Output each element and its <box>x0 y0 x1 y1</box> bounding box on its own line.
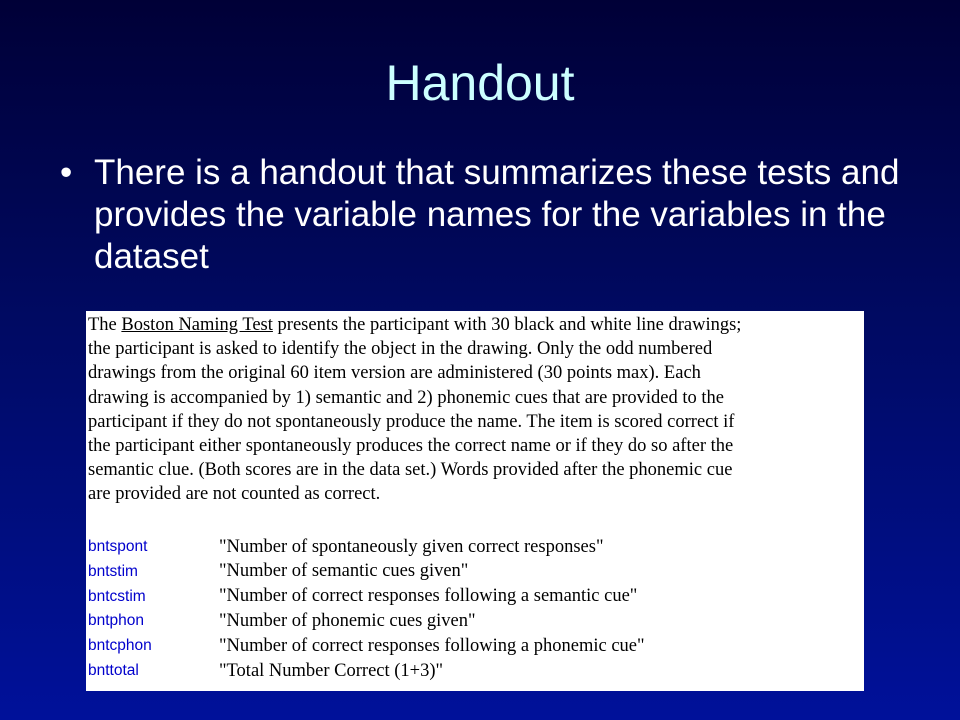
table-row <box>88 634 645 659</box>
variable-name: bnttotal <box>88 662 139 679</box>
handout-image <box>86 311 864 691</box>
variable-name: bntstim <box>88 562 138 580</box>
table-row <box>88 659 645 684</box>
variable-description: "Number of semantic cues given" <box>219 561 469 582</box>
test-name: Boston Naming Test <box>121 315 273 335</box>
handout-paragraph <box>88 313 864 507</box>
paragraph-body: presents the participant with 30 black and white line drawings; the participant is asked to identify the object in the drawing. Only the odd numbered drawings from the original 60 item version are administered (30 points max). Each drawing is accompanied by 1) semantic and 2) phonemic cues that are provided to the participant if they do not spontaneously produce the name. The item is scored correct if the participant either spontaneously produces the correct name or if they do so after the semantic clue. (Both scores are in the data set.) Words provided after the phonemic cue are provided are not counted as correct. <box>88 315 742 505</box>
bullet-dot-icon: • <box>60 153 73 192</box>
variable-name: bntcphon <box>88 637 152 655</box>
variable-description: "Number of spontaneously given correct responses" <box>219 536 604 557</box>
intro-prefix: The <box>88 315 122 335</box>
variable-description: "Number of correct responses following a phonemic cue" <box>219 635 645 656</box>
variable-description: "Number of correct responses following a semantic cue" <box>219 586 638 607</box>
table-row <box>88 535 645 560</box>
variable-description: "Number of phonemic cues given" <box>219 610 476 631</box>
table-row <box>88 559 645 584</box>
table-row <box>88 609 645 634</box>
slide-title: Handout <box>385 55 575 111</box>
bullet-text: There is a handout that summarizes these tests and provides the variable names for the variables in the dataset <box>94 153 900 276</box>
variable-name: bntspont <box>88 538 148 556</box>
variable-table <box>88 535 645 684</box>
variable-name: bntphon <box>88 612 145 630</box>
variable-name: bntcstim <box>88 587 146 605</box>
variable-description: "Total Number Correct (1+3)" <box>219 660 444 681</box>
table-row <box>88 584 645 609</box>
